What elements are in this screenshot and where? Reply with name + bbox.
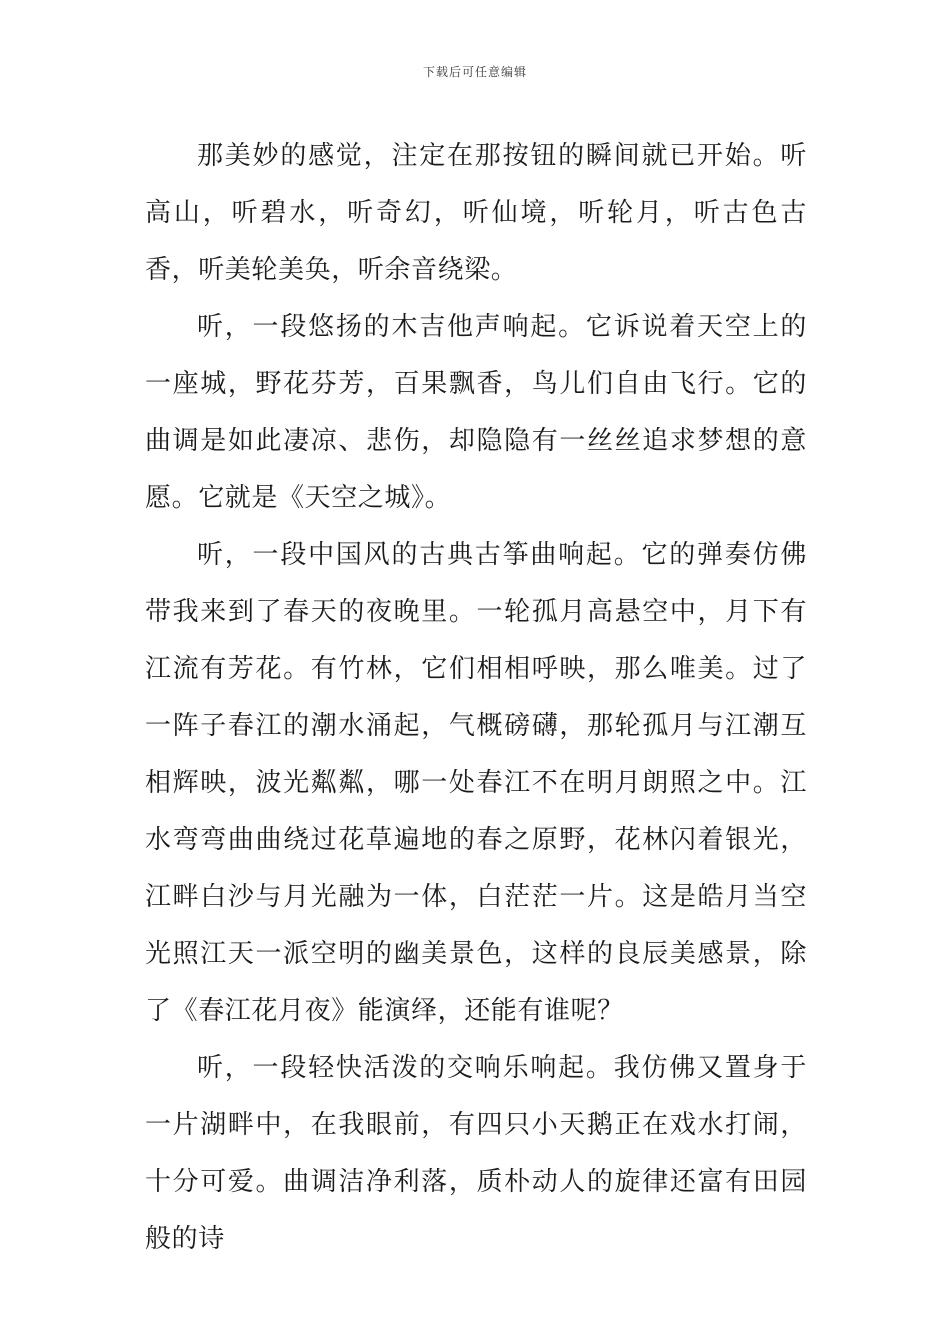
paragraph-3: 听，一段中国风的古典古筝曲响起。它的弹奏仿佛带我来到了春天的夜晚里。一轮孤月高悬空中，月下有江流有芳花。有竹林，它们相相呼映，那么唯美。过了一阵子春江的潮水涌起，气概磅礴，那轮孤月与江潮互相辉映，波光粼粼，哪一处春江不在明月朗照之中。江水弯弯曲曲绕过花草遍地的春之原野，花林闪着银光，江畔白沙与月光融为一体，白茫茫一片。这是皓月当空光照江天一派空明的幽美景色，这样的良辰美感景，除了《春江花月夜》能演绎，还能有谁呢？ (145, 540, 807, 1026)
document-body (145, 128, 807, 1268)
page-header: 下载后可任意编辑 (422, 65, 527, 79)
paragraph-1: 那美妙的感觉，注定在那按钮的瞬间就已开始。听高山，听碧水，听奇幻，听仙境，听轮月，听古色古香，听美轮美奂，听余音绕梁。 (145, 141, 807, 285)
paragraph-2: 听，一段悠扬的木吉他声响起。它诉说着天空上的一座城，野花芬芳，百果飘香，鸟儿们自由飞行。它的曲调是如此凄凉、悲伤，却隐隐有一丝丝追求梦想的意愿。它就是《天空之城》。 (145, 312, 807, 513)
paragraph-4: 听，一段轻快活泼的交响乐响起。我仿佛又置身于一片湖畔中，在我眼前，有四只小天鹅正在戏水打闹，十分可爱。曲调洁净利落，质朴动人的旋律还富有田园般的诗 (145, 1053, 807, 1254)
